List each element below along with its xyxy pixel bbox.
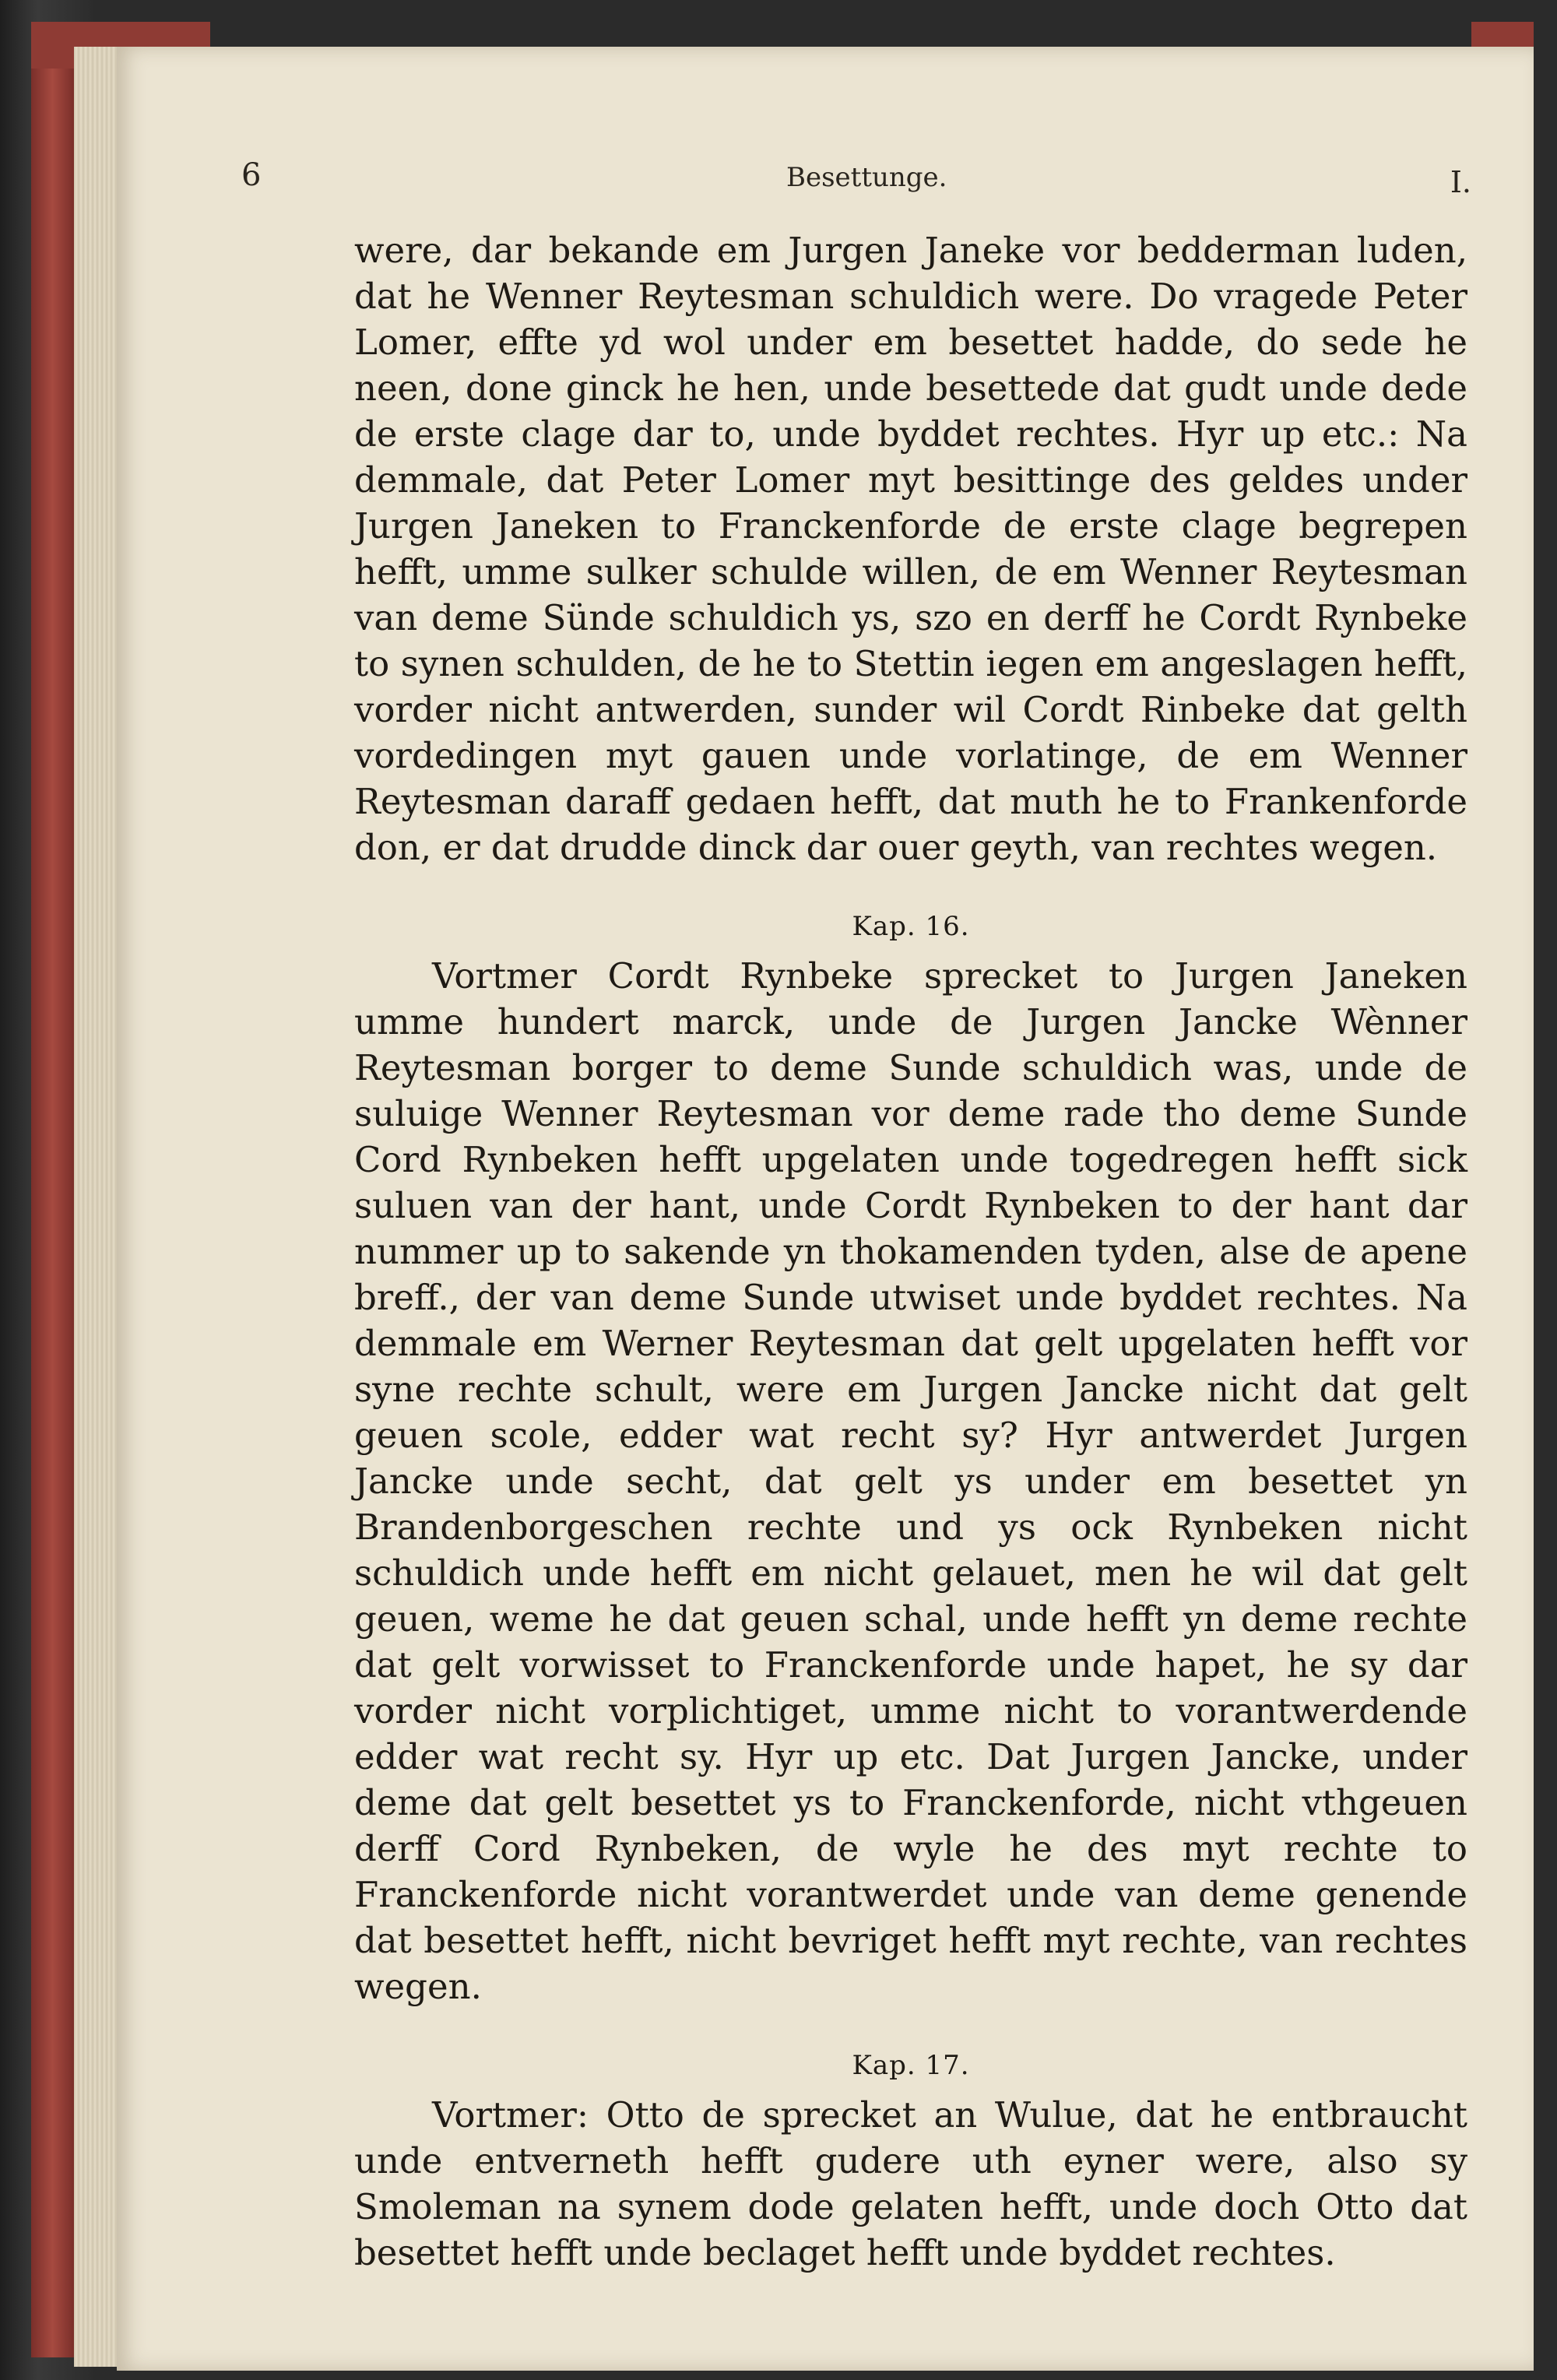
page-header — [241, 157, 1471, 204]
running-title: Besettunge. — [786, 162, 947, 193]
chapter-heading-16: Kap. 16. — [852, 911, 970, 942]
cover-corner-red — [31, 22, 74, 2357]
page-number: 6 — [241, 157, 262, 193]
paragraph-continued: were, dar bekande em Jurgen Janeke vor bedderman luden, dat he Wenner Reytesman schuldich were. Do vragede Peter Lomer, effte yd wol under em besettet hadde, do sede he neen, done ginck he hen, unde besettede dat gudt unde dede de erste clage dar to, unde byddet rechtes. Hyr up etc.: Na demmale, dat Peter Lomer myt besittinge des geldes under Jurgen Janeken to Franckenforde de erste clage begrepen hefft, umme sulker schulde willen, de em Wenner Reytesman van deme Sünde schuldich ys, szo en derff he Cordt Rynbeke to synen schulden, de he to Stettin iegen em angeslagen hefft, vorder nicht antwerden, sunder wil Cordt Rinbeke dat gelth vordedingen myt gauen unde vorlatinge, de em Wenner Reytesman daraff gedaen hefft, dat muth he to Frankenforde don, er dat drudde dinck dar ouer geyth, van rechtes wegen. — [354, 230, 1467, 868]
chapter-16-text: Vortmer Cordt Rynbeke sprecket to Jurgen Janeken umme hundert marck, unde de Jurgen Jancke Wènner Reytesman borger to deme Sunde schuldich was, unde de suluige Wenner Reytesman vor deme rade tho deme Sunde Cord Rynbeken hefft upgelaten unde togedregen hefft sick suluen van der hant, unde Cordt Rynbeken to der hant dar nummer up to sakende yn thokamenden tyden, alse de apene breff., der van deme Sunde utwiset unde byddet rechtes. Na demmale em Werner Reytesman dat gelt upgelaten hefft vor syne rechte schult, were em Jurgen Jancke nicht dat gelt geuen scole, edder wat recht sy? Hyr antwerdet Jurgen Jancke unde secht, dat gelt ys under em besettet yn Brandenborgeschen rechte und ys ock Rynbeken nicht schuldich unde hefft em nicht gelauet, men he wil dat gelt geuen, weme he dat geuen schal, unde hefft yn deme rechte dat gelt vorwisset to Franckenforde unde hapet, he sy dar vorder nicht vorplichtiget, umme nicht to vorantwerdende edder wat recht sy. Hyr up etc. Dat Jurgen Jancke, under deme dat gelt besettet ys to Franckenforde, nicht vthgeuen derff Cord Rynbeken, de wyle he des myt rechte to Franckenforde nicht vorantwerdet unde van deme genende dat besettet hefft, nicht bevriget hefft myt rechte, van rechtes wegen. — [354, 955, 1467, 2007]
chapter-heading-17: Kap. 17. — [852, 2050, 970, 2081]
section-number: I. — [1450, 165, 1471, 199]
chapter-17-text: Vortmer: Otto de sprecket an Wulue, dat he entbraucht unde entverneth hefft gudere uth eyner were, also sy Smoleman na synem dode gelaten hefft, unde doch Otto dat besettet hefft unde beclaget hefft unde byddet rechtes. — [354, 2094, 1467, 2273]
page-body — [354, 227, 1467, 2276]
